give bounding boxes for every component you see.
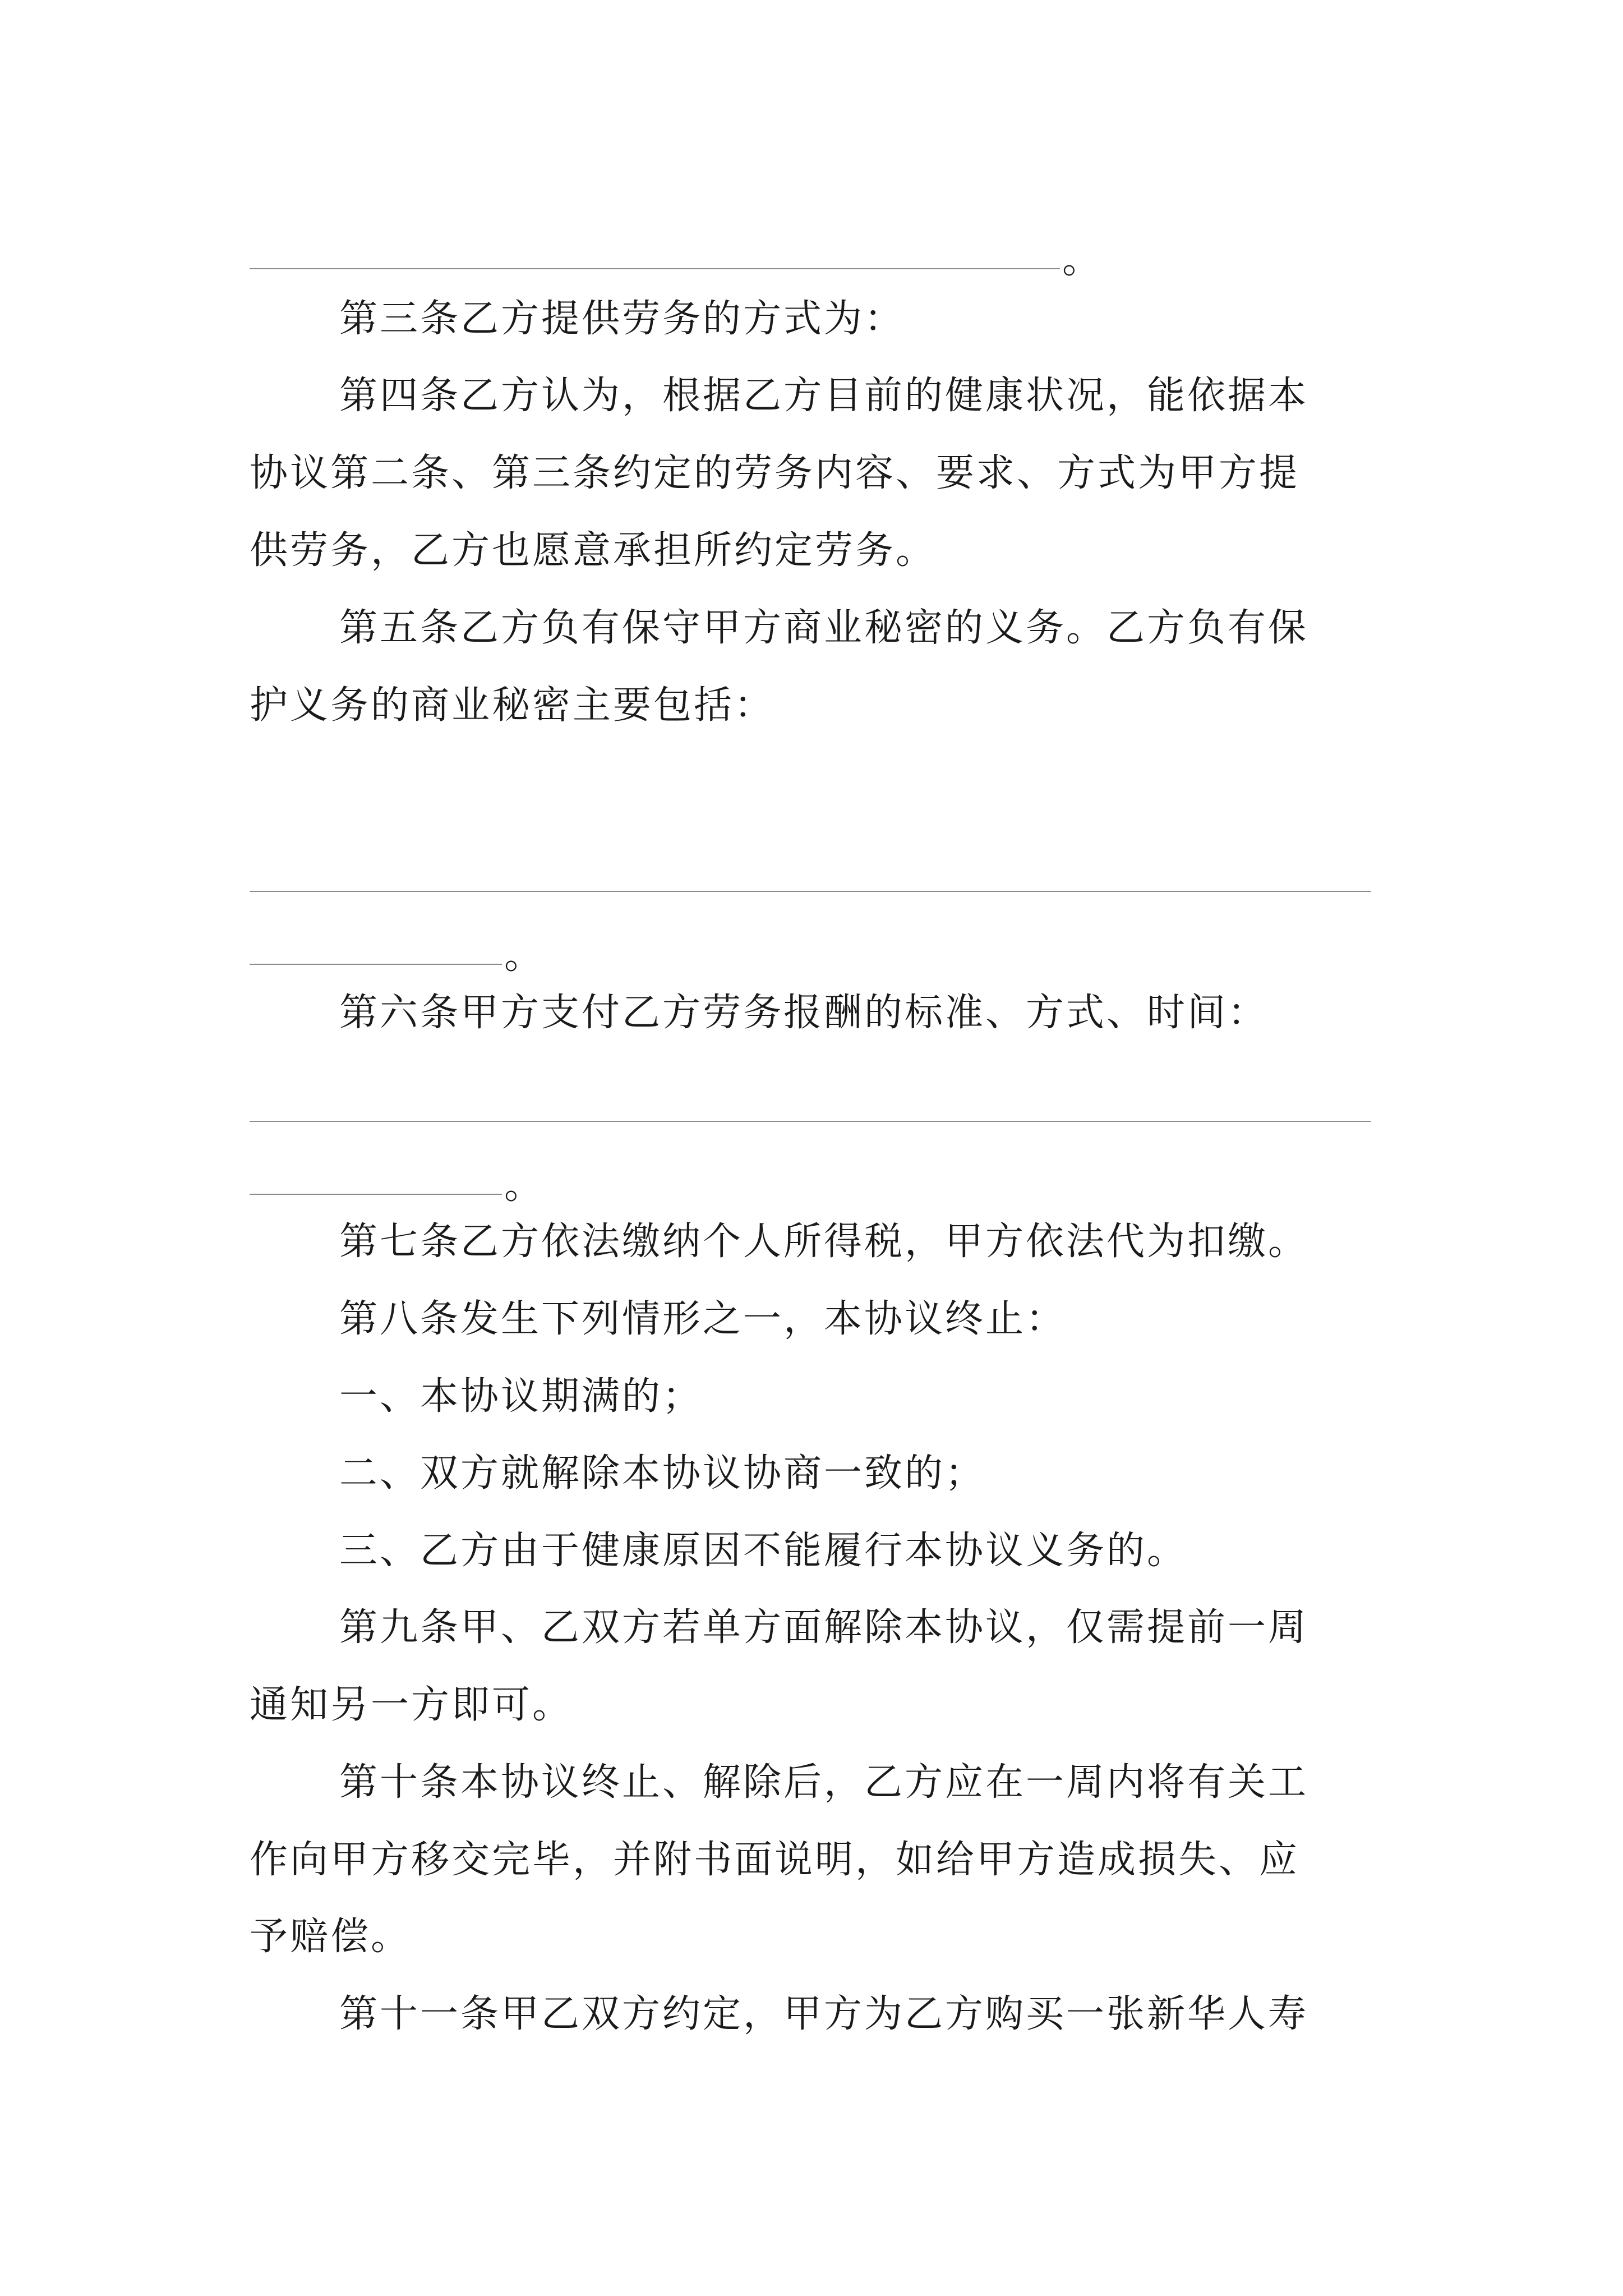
fill-in-blank — [250, 246, 1060, 269]
article-4-line-2: 协议第二条、第三条约定的劳务内容、要求、方式为甲方提 — [250, 451, 1300, 495]
article-5-line-1: 第五条乙方负有保守甲方商业秘密的义务。乙方负有保 — [339, 606, 1309, 650]
article-4-line-3: 供劳务，乙方也愿意承担所约定劳务。 — [250, 528, 937, 573]
article-3-line: 第三条乙方提供劳务的方式为： — [339, 297, 905, 341]
article-7-line: 第七条乙方依法缴纳个人所得税，甲方依法代为扣缴。 — [339, 1220, 1309, 1264]
period: 。 — [504, 1163, 543, 1208]
period: 。 — [1062, 238, 1101, 282]
fill-in-blank-row — [250, 1077, 1371, 1122]
article-10-line-1: 第十条本协议终止、解除后，乙方应在一周内将有关工 — [339, 1760, 1309, 1805]
article-10-line-2: 作向甲方移交完毕，并附书面说明，如给甲方造成损失、应 — [250, 1838, 1300, 1882]
fill-in-blank-row — [250, 920, 543, 978]
article-9-line-2: 通知另一方即可。 — [250, 1683, 573, 1727]
article-6-line: 第六条甲方支付乙方劳务报酬的标准、方式、时间： — [339, 991, 1269, 1035]
article-4-line-1: 第四条乙方认为，根据乙方目前的健康状况，能依据本 — [339, 374, 1309, 418]
article-8-item-1: 一、本协议期满的； — [339, 1374, 703, 1419]
fill-in-blank-row — [250, 1150, 543, 1208]
article-5-line-2: 护义务的商业秘密主要包括： — [250, 683, 775, 728]
fill-in-blank — [250, 1171, 502, 1195]
article-8-line: 第八条发生下列情形之一，本协议终止： — [339, 1297, 1067, 1341]
fill-in-blank-row — [250, 847, 1371, 892]
article-10-line-3: 予赔偿。 — [250, 1915, 412, 1959]
article-8-item-3: 三、乙方由于健康原因不能履行本协议义务的。 — [339, 1529, 1188, 1573]
fill-in-blank — [250, 1098, 1371, 1122]
article-11-line-1: 第十一条甲乙双方约定，甲方为乙方购买一张新华人寿 — [339, 1992, 1309, 2036]
article-8-item-2: 二、双方就解除本协议协商一致的； — [339, 1451, 986, 1496]
fill-in-blank — [250, 868, 1371, 892]
period: 。 — [504, 933, 543, 978]
fill-in-blank — [250, 941, 502, 965]
article-9-line-1: 第九条甲、乙双方若单方面解除本协议，仅需提前一周 — [339, 1605, 1309, 1650]
fill-in-blank-row — [250, 224, 1101, 282]
